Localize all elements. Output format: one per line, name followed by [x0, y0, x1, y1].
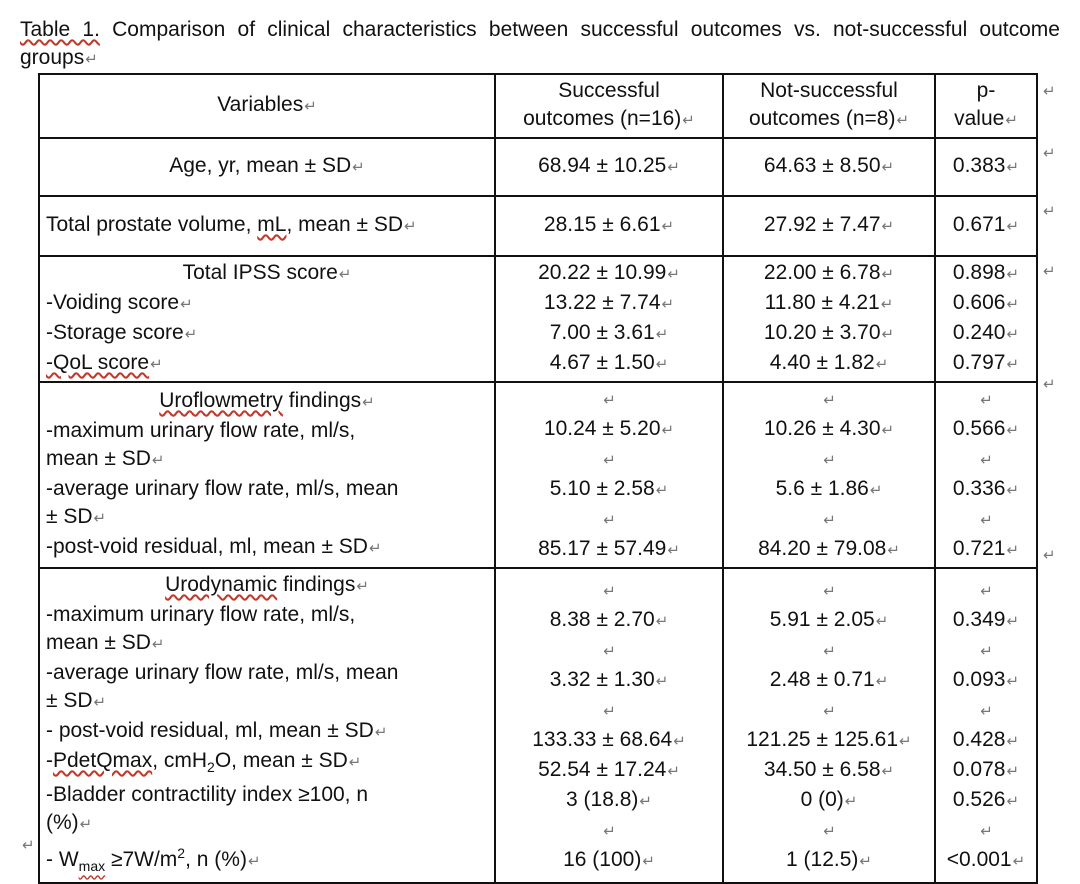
comparison-table — [38, 73, 1038, 884]
table-row — [39, 196, 1037, 256]
ipss-successful: 20.22 ± 10.99↵ 13.22 ± 7.74↵ 7.00 ± 3.61↵ 4.67 ± 1.50↵ — [495, 256, 723, 382]
urodynamic-p-value: ↵ 0.349↵ ↵ 0.093↵ ↵ 0.428↵ 0.078↵ 0.526↵ ↵ <0.001↵ — [935, 568, 1037, 883]
uroflowmetry-p-value: ↵ 0.566↵ ↵ 0.336↵ ↵ 0.721↵ — [935, 382, 1037, 568]
ipss-p-value: 0.898↵ 0.606↵ 0.240↵ 0.797↵ — [935, 256, 1037, 382]
cell-not-successful: 64.63 ± 8.50↵ — [723, 138, 935, 196]
header-row — [39, 74, 1037, 138]
header-variables: Variables↵ — [39, 74, 495, 138]
caption-label: Table 1. — [20, 18, 100, 41]
table-caption — [20, 16, 1060, 74]
caption-text: Comparison of clinical characteristics between successful outcomes vs. not-successful outcome groups — [20, 18, 1060, 69]
urodynamic-successful: ↵ 8.38 ± 2.70↵ ↵ 3.32 ± 1.30↵ ↵ 133.33 ± 68.64↵ 52.54 ± 17.24↵ 3 (18.8)↵ ↵ 16 (100)↵ — [495, 568, 723, 883]
ipss-not-successful: 22.00 ± 6.78↵ 11.80 ± 4.21↵ 10.20 ± 3.70↵ 4.40 ± 1.82↵ — [723, 256, 935, 382]
header-not-successful: Not-successful outcomes (n=8)↵ — [723, 74, 935, 138]
ipss-labels: Total IPSS score↵ -Voiding score↵ -Storage score↵ -QoL score↵ — [39, 256, 495, 382]
row-end-mark-icon: ↵ — [1043, 263, 1056, 280]
row-end-mark-icon: ↵ — [1043, 83, 1056, 100]
urodynamic-not-successful: ↵ 5.91 ± 2.05↵ ↵ 2.48 ± 0.71↵ ↵ 121.25 ± 125.61↵ 34.50 ± 6.58↵ 0 (0)↵ ↵ 1 (12.5)↵ — [723, 568, 935, 883]
header-p-value: p- value↵ — [935, 74, 1037, 138]
cell-not-successful: 27.92 ± 7.47↵ — [723, 196, 935, 256]
cell-successful: 28.15 ± 6.61↵ — [495, 196, 723, 256]
cell-successful: 68.94 ± 10.25↵ — [495, 138, 723, 196]
urodynamic-labels: Urodynamic findings↵ -maximum urinary flow rate, ml/s, mean ± SD↵ -average urinary flow rate, ml/s, mean ± SD↵ - post-void residual, ml, mean ± SD↵ -PdetQmax, cmH$_2$O, mean ± SD↵ -Bladder contractility index ≥100, n (%)↵ - $W_{max} \ge 7W/m^2$, n (%)↵ — [39, 568, 495, 883]
ipss-group-row — [39, 256, 1037, 382]
cell-p-value: 0.671↵ — [935, 196, 1037, 256]
uroflowmetry-not-successful: ↵ 10.26 ± 4.30↵ ↵ 5.6 ± 1.86↵ ↵ 84.20 ± 79.08↵ — [723, 382, 935, 568]
row-end-mark-icon: ↵ — [1043, 547, 1056, 564]
row-label: Age, yr, mean ± SD↵ — [39, 138, 495, 196]
row-end-mark-icon: ↵ — [1043, 203, 1056, 220]
urodynamic-group-row — [39, 568, 1037, 883]
header-successful: Successful outcomes (n=16)↵ — [495, 74, 723, 138]
row-label: Total prostate volume, mL, mean ± SD↵ — [39, 196, 495, 256]
table-row — [39, 138, 1037, 196]
row-end-mark-icon: ↵ — [1043, 376, 1056, 393]
uroflowmetry-successful: ↵ 10.24 ± 5.20↵ ↵ 5.10 ± 2.58↵ ↵ 85.17 ± 57.49↵ — [495, 382, 723, 568]
cell-p-value: 0.383↵ — [935, 138, 1037, 196]
uroflowmetry-labels: Uroflowmetry findings↵ -maximum urinary flow rate, ml/s, mean ± SD↵ -average urinary flow rate, ml/s, mean ± SD↵ -post-void residual, ml, mean ± SD↵ — [39, 382, 495, 568]
document-end-mark-icon: ↵ — [22, 837, 35, 854]
paragraph-mark-icon: ↵ — [85, 51, 98, 68]
uroflowmetry-group-row — [39, 382, 1037, 568]
row-end-mark-icon: ↵ — [1043, 145, 1056, 162]
